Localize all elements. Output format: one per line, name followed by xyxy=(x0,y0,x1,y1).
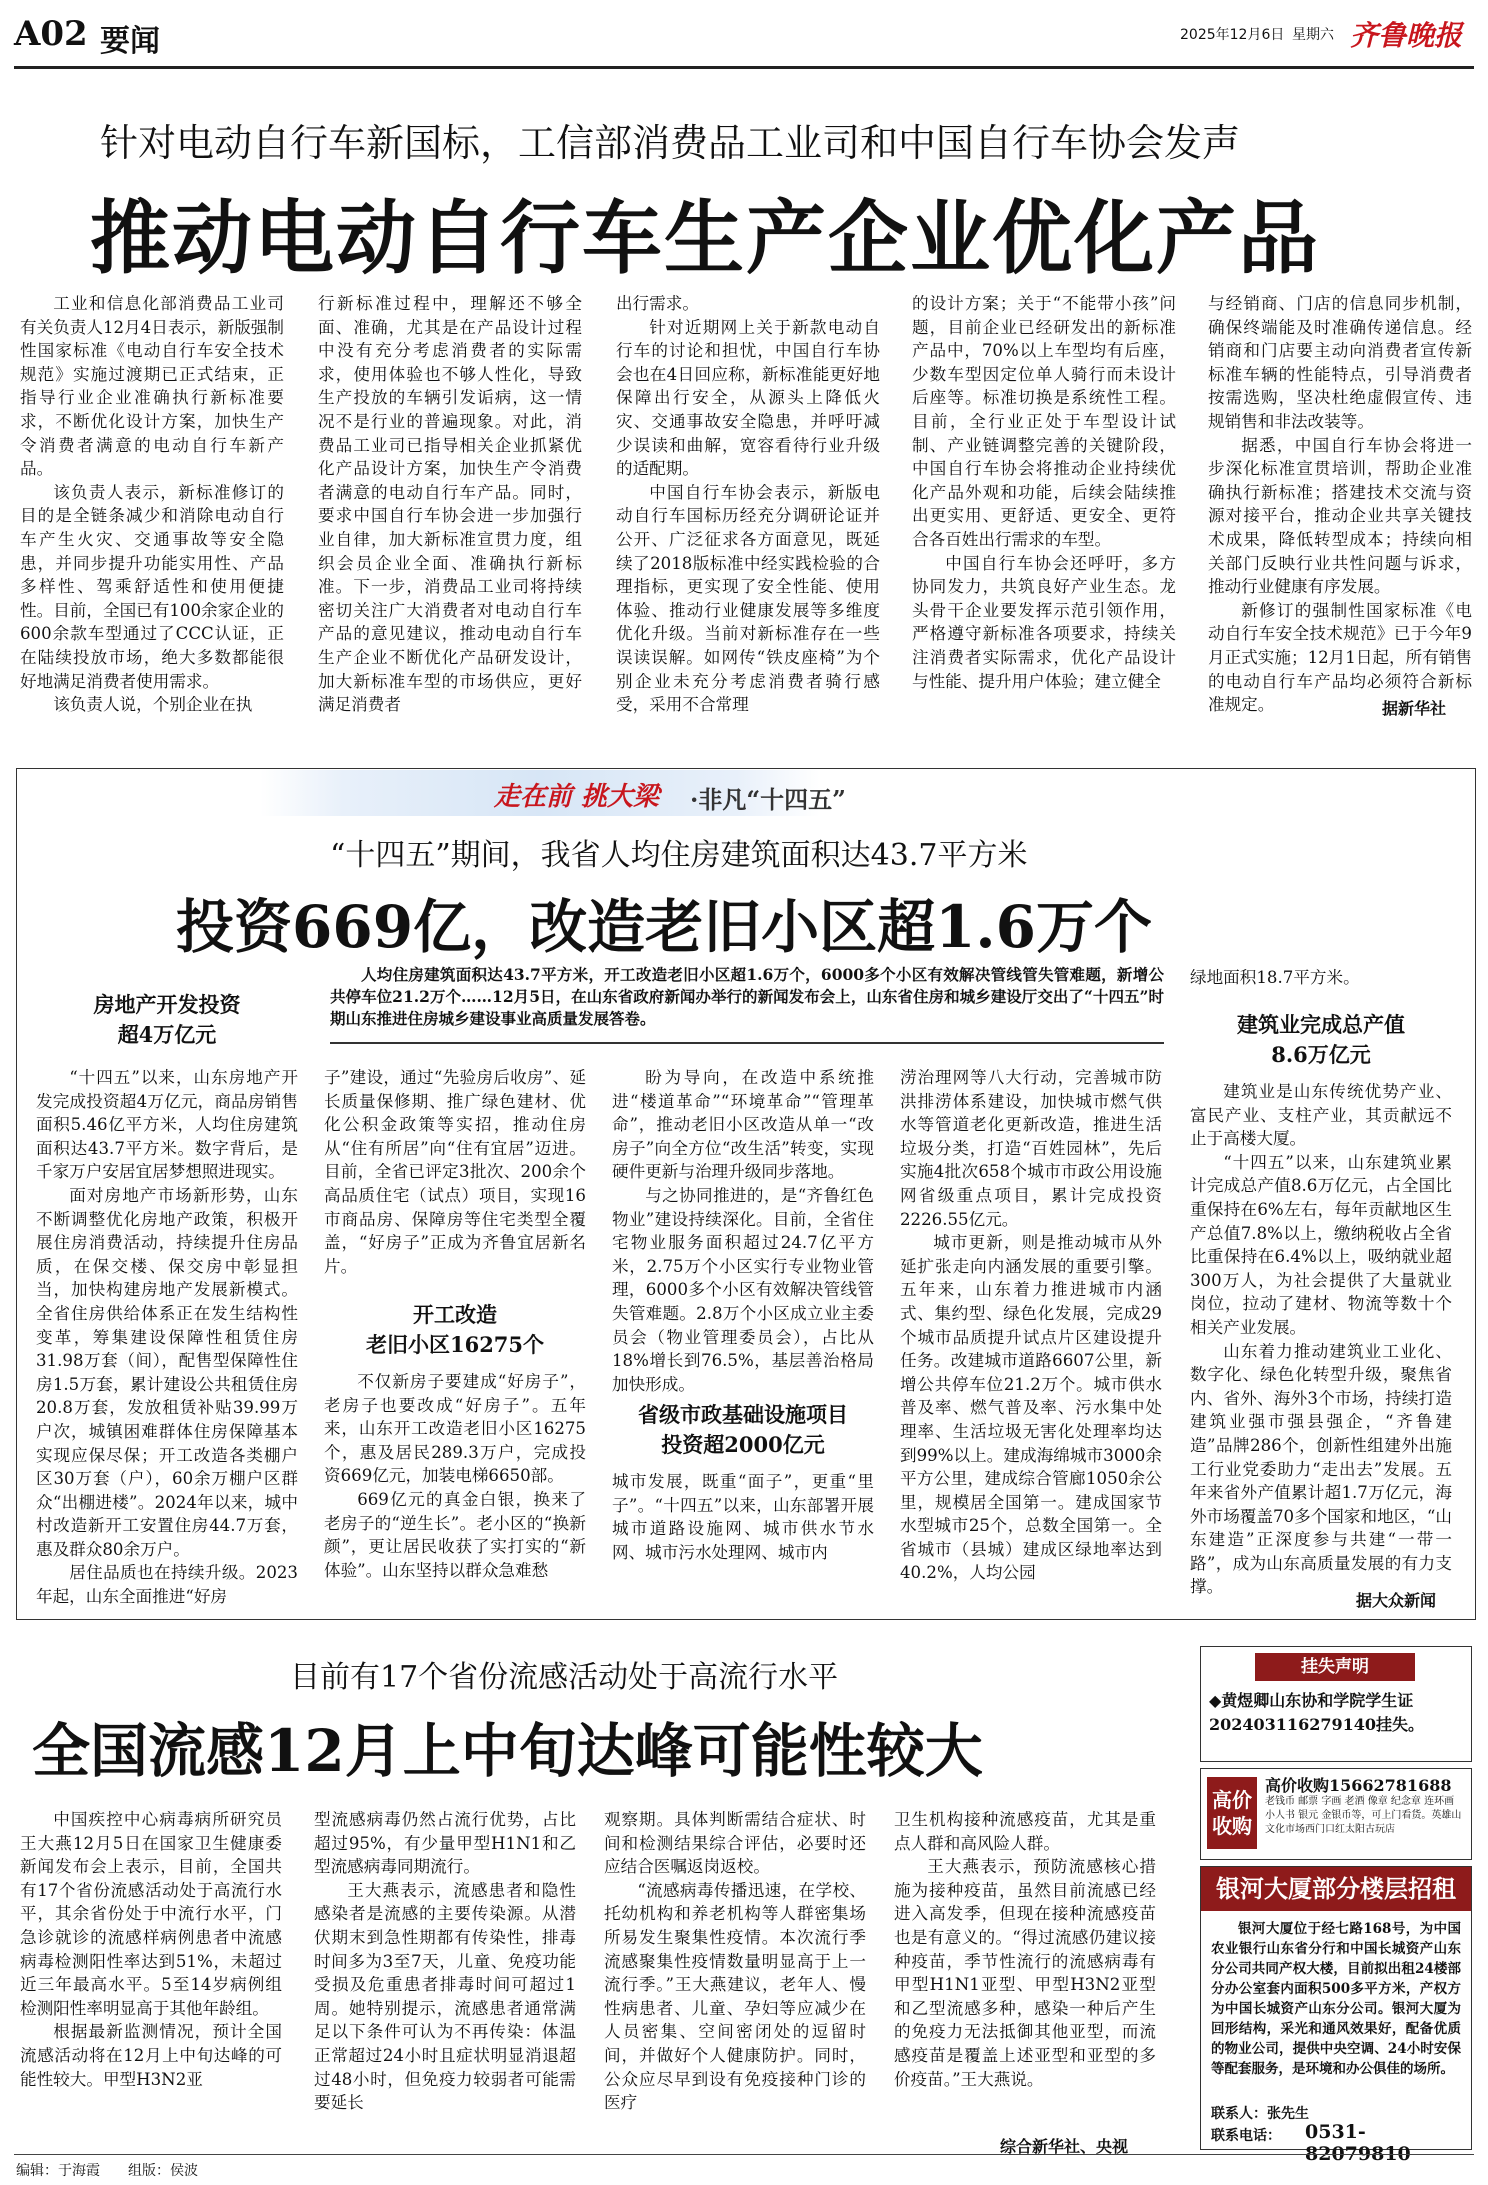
paragraph: 据悉，中国自行车协会将进一步深化标准宣贯培训，帮助企业准确执行新标准；搭建技术交流与资源对接平台，推动企业共享关键技术成果，降低转型成本；持续向相关部门反映行业共性问题与诉求，推动行业健康有序发展。 xyxy=(1208,435,1472,597)
article1-col4 xyxy=(912,292,1176,693)
paragraph: 王大燕表示，预防流感核心措施为接种疫苗，虽然目前流感已经进入高发季，但现在接种流感疫苗也是有意义的。“得过流感仍建议接种疫苗，季节性流行的流感病毒有甲型H1N1亚型、甲型H3N2亚型和乙型流感多种，感染一种后产生的免疫力无法抵御其他亚型，而流感疫苗是覆盖上述亚型和亚型的多价疫苗。”王大燕说。 xyxy=(894,1857,1156,2089)
paragraph: 卫生机构接种流感疫苗，尤其是重点人群和高风险人群。 xyxy=(894,1810,1156,1853)
article2-col5a xyxy=(1190,966,1452,990)
paragraph: 工业和信息化部消费品工业司有关负责人12月4日表示，新版强制性国家标准《电动自行车安全技术规范》实施过渡期已正式结束，正指导行业企业准确执行新标准要求，不断优化设计方案，加快生产令消费者满意的电动自行车新产品。 xyxy=(20,294,284,479)
article3-col4 xyxy=(894,1808,1156,2091)
article2-kicker: “十四五”期间，我省人均住房建筑面积达43.7平方米 xyxy=(330,838,1028,873)
article1-col3 xyxy=(616,292,880,717)
article2-col3b xyxy=(612,1470,874,1564)
paragraph: 出行需求。 xyxy=(616,294,699,313)
subhead-construction: 建筑业完成总产值 8.6万亿元 xyxy=(1237,1012,1405,1067)
article1-kicker: 针对电动自行车新国标，工信部消费品工业司和中国自行车协会发声 xyxy=(100,121,1241,165)
article3-col1 xyxy=(20,1808,282,2091)
article2-col5 xyxy=(1190,1080,1452,1599)
article2-title: 投资669亿，改造老旧小区超1.6万个 xyxy=(176,893,1152,961)
paragraph: 绿地面积18.7平方米。 xyxy=(1190,968,1360,987)
paragraph: “十四五”以来，山东建筑业累计完成总产值8.6万亿元，占全国比重保持在6%左右，每年贡献地区生产总值7.8%以上，缴纳税收占全省比重保持在6.4%以上，吸纳就业超300万人，为社会提供了大量就业岗位，拉动了建材、物流等数十个相关产业发展。 xyxy=(1190,1152,1452,1337)
rent-contact: 联系人：张先生 xyxy=(1211,2106,1309,2122)
subhead-municipal: 省级市政基础设施项目 投资超2000亿元 xyxy=(638,1402,848,1457)
masthead-rule xyxy=(14,66,1474,69)
paragraph: 面对房地产市场新形势，山东不断调整优化房地产政策，积极开展住房消费活动，持续提升住房品质，在保交楼、保交房中彰显担当，加快构建房地产发展新模式。全省住房供给体系正在发生结构性变革，筹集建设保障性租赁住房31.98万套（间），配售型保障性住房1.5万套，累计建设公共租赁住房20.8万套，发放租赁补贴39.99万户次，城镇困难群体住房保障基本实现应保尽保；开工改造各类棚户区30万套（户），60余万棚户区群众“出棚进楼”。2024年以来，城中村改造新开工安置住房44.7万套，惠及群众80余万户。 xyxy=(36,1185,298,1559)
paragraph: 型流感病毒仍然占流行优势，占比超过95%，有少量甲型H1N1和乙型流感病毒同期流行。 xyxy=(314,1810,576,1877)
article1-col2 xyxy=(318,292,582,717)
subhead-oldcommunities: 开工改造 老旧小区16275个 xyxy=(365,1302,545,1357)
paragraph: 王大燕表示，流感患者和隐性感染者是流感的主要传染源。从潜伏期末到急性期都有传染性，排毒时间多为3至7天，儿童、免疫功能受损及危重患者排毒时间可超过1周。她特别提示，流感患者通常满足以下条件可认为不再传染：体温正常超过24小时且症状明显消退超过48小时，但免疫力较弱者可能需要延长 xyxy=(314,1880,576,2113)
footer-layout: 组版：侯波 xyxy=(128,2163,198,2179)
paragraph: 根据最新监测情况，预计全国流感活动将在12月上中旬达峰的可能性较大。甲型H3N2亚 xyxy=(20,2022,282,2089)
subhead-realestate: 房地产开发投资 超4万亿元 xyxy=(93,992,241,1047)
article2-col1 xyxy=(36,1066,298,1609)
paragraph: 城市发展，既重“面子”，更重“里子”。“十四五”以来，山东部署开展城市道路设施网、城市供水节水网、城市污水处理网、城市内 xyxy=(612,1472,874,1562)
buy-phone: 高价收购15662781688 xyxy=(1265,1776,1452,1795)
article1-source: 据新华社 xyxy=(1382,699,1447,718)
article1-title: 推动电动自行车生产企业优化产品 xyxy=(90,191,1320,285)
banner-suffix: ·非凡“十四五” xyxy=(690,785,846,814)
paragraph: 不仅新房子要建成“好房子”，老房子也要改成“好房子”。五年来，山东开工改造老旧小区16275个，惠及居民289.3万户，完成投资669亿元，加装电梯6650部。 xyxy=(324,1372,586,1486)
paragraph: 盼为导向，在改造中系统推进“楼道革命”“环境革命”“管理革命”，推动老旧小区改造从单一“改房子”向全方位“改生活”转变，实现硬件更新与治理升级同步落地。 xyxy=(612,1068,874,1182)
article2-col2 xyxy=(324,1066,586,1278)
paragraph: 城市更新，则是推动城市从外延扩张走向内涵发展的重要引擎。五年来，山东着力推进城市内涵式、集约型、绿色化发展，完成29个城市品质提升试点片区建设提升任务。改建城市道路6607公里，新增公共停车位21.2万个。城市供水普及率、燃气普及率、污水集中处理率、生活垃圾无害化处理率均达到99%以上。建成海绵城市3000余平方公里，建成综合管廊1050余公里，规模居全国第一。建成国家节水型城市25个，总数全国第一。全省城市（县城）建成区绿地率达到40.2%，人均公园 xyxy=(900,1233,1162,1583)
paragraph: 与之协同推进的，是“齐鲁红色物业”建设持续深化。目前，全省住宅物业服务面积超过24.7亿平方米，2.75万个小区实行专业物业管理，6000多个小区有效解决管线管失管难题。2.8万个小区成立业主委员会（物业管理委员会），占比从18%增长到76.5%，基层善治格局加快形成。 xyxy=(612,1185,874,1394)
paragraph: 该负责人说，个别企业在执 xyxy=(53,695,253,715)
paragraph: 中国自行车协会表示，新版电动自行车国标历经充分调研论证并公开、广泛征求各方面意见，既延续了2018版标准中经实践检验的合理指标，更实现了安全性能、使用体验、推动行业健康发展等多维度优化升级。当前对新标准存在一些误读误解。如网传“铁皮座椅”为个别企业未充分考虑消费者骑行感受，采用不合常理 xyxy=(616,482,880,715)
lost-notice-text: ◆黄煜卿山东协和学院学生证202403116279140挂失。 xyxy=(1209,1691,1424,1734)
article2-col4 xyxy=(900,1066,1162,1585)
paragraph: 行新标准过程中，理解还不够全面、准确，尤其是在产品设计过程中没有充分考虑消费者的实际需求，使用体验也不够人性化，导致生产投放的车辆引发诟病，这一情况不是行业的普遍现象。对此，消费品工业司已指导相关企业抓紧优化产品设计方案，加快生产令消费者满意的电动自行车产品。同时，要求中国自行车协会进一步加强行业自律，加大新标准宣贯力度，组织会员企业全面、准确执行新标准。下一步，消费品工业司将持续密切关注广大消费者对电动自行车产品的意见建议，推动电动自行车生产企业不断优化产品研发设计，加大新标准车型的市场供应，更好满足消费者 xyxy=(318,294,582,715)
article2-source: 据大众新闻 xyxy=(1356,1591,1437,1610)
weekday: 星期六 xyxy=(1292,27,1334,43)
article3-title: 全国流感12月上中旬达峰可能性较大 xyxy=(32,1717,983,1785)
paragraph: 中国疾控中心病毒病所研究员王大燕12月5日在国家卫生健康委新闻发布会上表示，目前，全国共有17个省份流感活动处于高流行水平，其余省份处于中流行水平，门急诊就诊的流感样病例患者中流感病毒检测阳性率达到51%，未超过近三年最高水平。5至14岁病例组检测阳性率明显高于其他年龄组。 xyxy=(20,1810,282,2018)
paragraph: “流感病毒传播迅速，在学校、托幼机构和养老机构等人群密集场所易发生聚集性疫情。本次流行季流感聚集性疫情数量明显高于上一流行季。”王大燕建议，老年人、慢性病患者、儿童、孕妇等应减少在人员密集、空间密闭处的逗留时间，并做好个人健康防护。同时，公众应尽早到设有免疫接种门诊的医疗 xyxy=(604,1880,866,2113)
article3-source: 综合新华社、央视 xyxy=(1000,2137,1129,2156)
article1-col1 xyxy=(20,292,284,717)
paragraph: 涝治理网等八大行动，完善城市防洪排涝体系建设，加快城市燃气供水等管道老化更新改造，推进生活垃圾分类，打造“百姓园林”，先后实施4批次658个城市市政公用设施网省级重点项目，累计完成投资2226.55亿元。 xyxy=(900,1068,1162,1229)
paragraph: 中国自行车协会还呼吁，多方协同发力，共筑良好产业生态。龙头骨干企业要发挥示范引领作用，严格遵守新标准各项要求，持续关注消费者实际需求，优化产品设计与性能、提升用户体验；建立健全 xyxy=(912,553,1176,691)
paper-logo: 齐鲁晚报 xyxy=(1350,19,1463,52)
paragraph: 居住品质也在持续升级。2023年起，山东全面推进“好房 xyxy=(36,1563,298,1607)
rent-title: 银河大厦部分楼层招租 xyxy=(1201,1867,1471,1911)
rent-body: 银河大厦位于经七路168号，为中国农业银行山东省分行和中国长城资产山东分公司共同产权大楼，目前拟出租24楼部分办公室套内面积500多平方米，产权方为中国长城资产山东分公司。银河大厦为回形结构，采光和通风效果好，配备优质的物业公司，提供中央空调、24小时安保等配套服务，是环境和办公俱佳的场所。 xyxy=(1211,1921,1461,2077)
paragraph: 子”建设，通过“先验房后收房”、延长质量保修期、推广绿色建材、优化公积金政策等实招，推动住房从“住有所居”向“住有宜居”迈进。目前，全省已评定3批次、200余个高品质住宅（试点）项目，实现16市商品房、保障房等住宅类型全覆盖，“好房子”正成为齐鲁宜居新名片。 xyxy=(324,1068,586,1276)
article3-col3 xyxy=(604,1808,866,2115)
article3-col2 xyxy=(314,1808,576,2115)
paragraph: 新修订的强制性国家标准《电动自行车安全技术规范》已于今年9月正式实施；12月1日起，所有销售的电动自行车产品均必须符合新标准规定。 xyxy=(1208,600,1472,715)
paragraph: 该负责人表示，新标准修订的目的是全链条减少和消除电动自行车产生火灾、交通事故等安全隐患，并同步提升功能实用性、产品多样性、驾乘舒适性和使用便捷性。目前，全国已有100余家企业的600余款车型通过了CCC认证，正在陆续投放市场，绝大多数都能很好地满足消费者使用需求。 xyxy=(20,482,284,691)
lead-rule xyxy=(330,1042,1164,1044)
paragraph: “十四五”以来，山东房地产开发完成投资超4万亿元，商品房销售面积5.46亿平方米，人均住房建筑面积达43.7平方米。数字背后，是千家万户安居宜居梦想照进现实。 xyxy=(36,1068,298,1182)
paragraph: 669亿元的真金白银，换来了老房子的“逆生长”。老小区的“换新颜”，更让居民收获了实打实的“新体验”。山东坚持以群众急难愁 xyxy=(324,1489,586,1580)
issue-date: 2025年12月6日 xyxy=(1180,27,1285,43)
footer-editor: 编辑：于海霞 xyxy=(16,2163,100,2179)
masthead xyxy=(14,14,1474,68)
buy-detail: 老钱币 邮票 字画 老酒 像章 纪念章 连环画 小人书 银元 金银币等，可上门看货。英雄山文化市场西门口红太阳古玩店 xyxy=(1265,1796,1462,1835)
paragraph: 针对近期网上关于新款电动自行车的讨论和担忧，中国自行车协会也在4日回应称，新标准能更好地保障出行安全，从源头上降低火灾、交通事故安全隐患，并呼吁减少误读和曲解，宽容看待行业升级的适配期。 xyxy=(616,317,880,479)
paragraph: 山东着力推动建筑业工业化、数字化、绿色化转型升级，聚焦省内、省外、海外3个市场，持续打造建筑业强市强县强企，“齐鲁建造”品牌286个，创新性组建外出施工行业党委助力“走出去”发展。五年来省外产值累计超1.7万亿元，海外市场覆盖70多个国家和地区，“山东建造”正深度参与共建“一带一路”，成为山东高质量发展的有力支撑。 xyxy=(1190,1341,1452,1597)
paragraph: 的设计方案；关于“不能带小孩”问题，目前企业已经研发出的新标准产品中，70%以上车型均有后座，少数车型因定位单人骑行而未设计后座等。标准切换是系统性工程。目前，全行业正处于车型设计试制、产业链调整完善的关键阶段，中国自行车协会将推动企业持续优化产品外观和功能，后续会陆续推出更实用、更舒适、更安全、更符合各百姓出行需求的车型。 xyxy=(912,294,1176,549)
article2-col2b xyxy=(324,1370,586,1582)
section-name: 要闻 xyxy=(100,24,160,59)
page-number: A02 xyxy=(14,14,88,54)
article3-kicker: 目前有17个省份流感活动处于高流行水平 xyxy=(290,1660,839,1695)
paragraph: 与经销商、门店的信息同步机制，确保终端能及时准确传递信息。经销商和门店要主动向消费者宣传新标准车辆的性能特点，引导消费者按需选购，坚决杜绝虚假宣传、违规销售和非法改装等。 xyxy=(1208,294,1472,431)
banner-text: 走在前 挑大梁 xyxy=(494,782,660,812)
rent-ad xyxy=(1200,1866,1472,2165)
paragraph: 建筑业是山东传统优势产业、富民产业、支柱产业，其贡献远不止于高楼大厦。 xyxy=(1190,1082,1452,1149)
lost-notice-header: 挂失声明 xyxy=(1255,1653,1415,1681)
paragraph: 观察期。具体判断需结合症状、时间和检测结果综合评估，必要时还应结合医嘱返岗返校。 xyxy=(604,1810,866,1877)
footer-rule xyxy=(14,2154,1474,2155)
article2-col3 xyxy=(612,1066,874,1396)
rent-phone-label: 联系电话： xyxy=(1211,2128,1281,2144)
buy-ad xyxy=(1200,1768,1472,1860)
rent-phone-number: 0531-82079810 xyxy=(1305,2121,1411,2165)
buy-badge: 高价收购 xyxy=(1207,1777,1257,1849)
article2-lead: 人均住房建筑面积达43.7平方米，开工改造老旧小区超1.6万个，6000多个小区有效解决管线管失管难题，新增公共停车位21.2万个……12月5日，在山东省政府新闻办举行的新闻发布会上，山东省住房和城乡建设厅交出了“十四五”时期山东推进住房城乡建设事业高质量发展答卷。 xyxy=(330,965,1164,1028)
article1-col5 xyxy=(1208,292,1472,717)
lost-notice xyxy=(1200,1646,1472,1762)
